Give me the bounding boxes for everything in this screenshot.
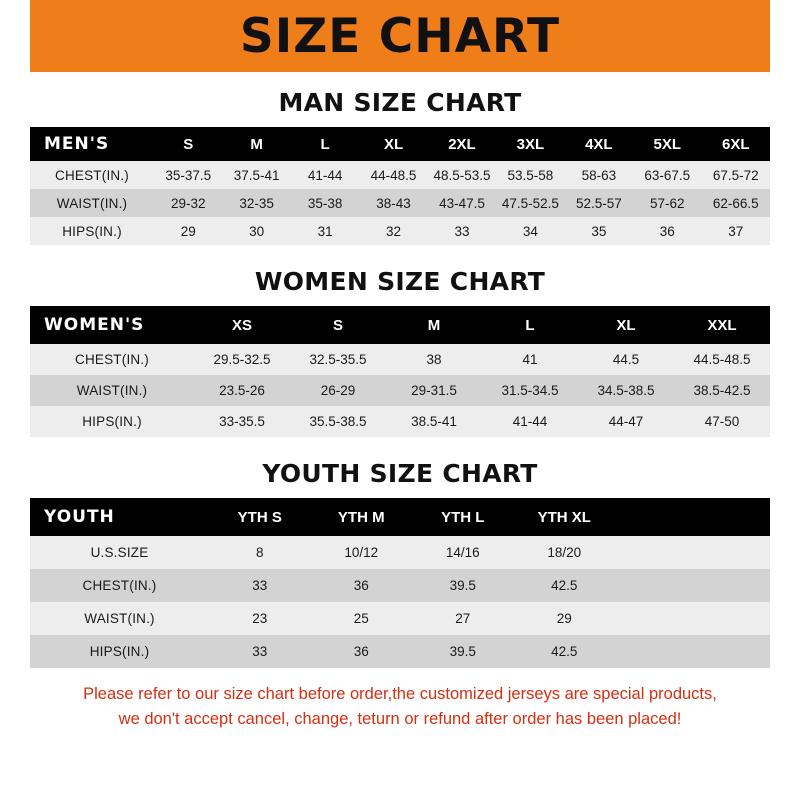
youth-table-body xyxy=(30,536,770,668)
youth-chest-xl: 42.5 xyxy=(514,569,616,602)
youth-row-label-chest: CHEST(IN.) xyxy=(30,569,209,602)
women-col-s: S xyxy=(290,306,386,344)
women-chest-xs: 29.5-32.5 xyxy=(194,344,290,375)
man-chest-5xl: 63-67.5 xyxy=(633,161,701,189)
youth-waist-l: 27 xyxy=(412,602,514,635)
youth-us-size-m: 10/12 xyxy=(311,536,413,569)
women-header-row xyxy=(30,306,770,344)
man-table-body xyxy=(30,161,770,245)
man-chest-3xl: 53.5-58 xyxy=(496,161,564,189)
man-waist-4xl: 52.5-57 xyxy=(565,189,633,217)
table-row xyxy=(30,344,770,375)
women-hips-xl: 44-47 xyxy=(578,406,674,437)
women-waist-m: 29-31.5 xyxy=(386,375,482,406)
women-chest-m: 38 xyxy=(386,344,482,375)
man-hips-m: 30 xyxy=(222,217,290,245)
man-col-3xl: 3XL xyxy=(496,127,564,161)
women-chest-l: 41 xyxy=(482,344,578,375)
women-waist-xs: 23.5-26 xyxy=(194,375,290,406)
women-col-xl: XL xyxy=(578,306,674,344)
women-waist-xxl: 38.5-42.5 xyxy=(674,375,770,406)
youth-col-empty xyxy=(615,498,770,536)
women-chest-xxl: 44.5-48.5 xyxy=(674,344,770,375)
women-header-label: WOMEN'S xyxy=(30,306,194,344)
page-title: SIZE CHART xyxy=(239,8,561,64)
header-right-notch xyxy=(770,0,800,72)
man-chest-m: 37.5-41 xyxy=(222,161,290,189)
man-hips-s: 29 xyxy=(154,217,222,245)
women-hips-xxl: 47-50 xyxy=(674,406,770,437)
man-waist-m: 32-35 xyxy=(222,189,290,217)
women-col-l: L xyxy=(482,306,578,344)
women-chest-xl: 44.5 xyxy=(578,344,674,375)
youth-row-label-us-size: U.S.SIZE xyxy=(30,536,209,569)
man-section-title: MAN SIZE CHART xyxy=(278,88,522,117)
man-chest-4xl: 58-63 xyxy=(565,161,633,189)
man-waist-s: 29-32 xyxy=(154,189,222,217)
youth-us-size-empty xyxy=(615,536,770,569)
man-chest-2xl: 48.5-53.5 xyxy=(428,161,496,189)
youth-us-size-l: 14/16 xyxy=(412,536,514,569)
footer-note xyxy=(30,668,770,732)
table-row xyxy=(30,161,770,189)
youth-us-size-xl: 18/20 xyxy=(514,536,616,569)
women-hips-l: 41-44 xyxy=(482,406,578,437)
youth-size-table xyxy=(30,498,770,668)
man-chest-xl: 44-48.5 xyxy=(359,161,427,189)
man-col-4xl: 4XL xyxy=(565,127,633,161)
women-col-xxl: XXL xyxy=(674,306,770,344)
women-col-xs: XS xyxy=(194,306,290,344)
man-waist-xl: 38-43 xyxy=(359,189,427,217)
youth-col-m: YTH M xyxy=(311,498,413,536)
table-row xyxy=(30,217,770,245)
man-hips-6xl: 37 xyxy=(702,217,771,245)
man-hips-xl: 32 xyxy=(359,217,427,245)
man-waist-6xl: 62-66.5 xyxy=(702,189,771,217)
man-col-xl: XL xyxy=(359,127,427,161)
man-col-l: L xyxy=(291,127,359,161)
man-col-6xl: 6XL xyxy=(702,127,771,161)
youth-chest-m: 36 xyxy=(311,569,413,602)
footer-note-line-2: we don't accept cancel, change, teturn or refund after order has been placed! xyxy=(118,709,682,728)
man-chest-6xl: 67.5-72 xyxy=(702,161,771,189)
table-row xyxy=(30,602,770,635)
chart-content xyxy=(0,72,800,732)
women-hips-xs: 33-35.5 xyxy=(194,406,290,437)
youth-section-title: YOUTH SIZE CHART xyxy=(262,459,538,488)
women-hips-s: 35.5-38.5 xyxy=(290,406,386,437)
man-col-2xl: 2XL xyxy=(428,127,496,161)
youth-chest-empty xyxy=(615,569,770,602)
youth-header-label: YOUTH xyxy=(30,498,209,536)
man-table-head xyxy=(30,127,770,161)
youth-hips-empty xyxy=(615,635,770,668)
man-header-row xyxy=(30,127,770,161)
header-band xyxy=(0,0,800,72)
youth-waist-m: 25 xyxy=(311,602,413,635)
man-waist-2xl: 43-47.5 xyxy=(428,189,496,217)
man-row-label-waist: WAIST(IN.) xyxy=(30,189,154,217)
table-row xyxy=(30,375,770,406)
youth-chest-l: 39.5 xyxy=(412,569,514,602)
youth-col-s: YTH S xyxy=(209,498,311,536)
man-hips-4xl: 35 xyxy=(565,217,633,245)
man-chest-s: 35-37.5 xyxy=(154,161,222,189)
youth-header-row xyxy=(30,498,770,536)
youth-hips-l: 39.5 xyxy=(412,635,514,668)
man-chest-l: 41-44 xyxy=(291,161,359,189)
women-row-label-hips: HIPS(IN.) xyxy=(30,406,194,437)
youth-col-xl: YTH XL xyxy=(514,498,616,536)
youth-hips-s: 33 xyxy=(209,635,311,668)
women-waist-l: 31.5-34.5 xyxy=(482,375,578,406)
women-chest-s: 32.5-35.5 xyxy=(290,344,386,375)
man-col-m: M xyxy=(222,127,290,161)
table-row xyxy=(30,189,770,217)
women-size-table xyxy=(30,306,770,437)
man-hips-l: 31 xyxy=(291,217,359,245)
man-col-s: S xyxy=(154,127,222,161)
women-col-m: M xyxy=(386,306,482,344)
women-waist-s: 26-29 xyxy=(290,375,386,406)
youth-waist-empty xyxy=(615,602,770,635)
man-waist-3xl: 47.5-52.5 xyxy=(496,189,564,217)
man-size-table xyxy=(30,127,770,245)
man-hips-3xl: 34 xyxy=(496,217,564,245)
youth-table-head xyxy=(30,498,770,536)
youth-waist-xl: 29 xyxy=(514,602,616,635)
youth-row-label-waist: WAIST(IN.) xyxy=(30,602,209,635)
table-row xyxy=(30,536,770,569)
man-hips-2xl: 33 xyxy=(428,217,496,245)
women-table-head xyxy=(30,306,770,344)
youth-col-l: YTH L xyxy=(412,498,514,536)
women-waist-xl: 34.5-38.5 xyxy=(578,375,674,406)
man-row-label-hips: HIPS(IN.) xyxy=(30,217,154,245)
women-hips-m: 38.5-41 xyxy=(386,406,482,437)
youth-hips-xl: 42.5 xyxy=(514,635,616,668)
women-row-label-chest: CHEST(IN.) xyxy=(30,344,194,375)
youth-chest-s: 33 xyxy=(209,569,311,602)
header-left-notch xyxy=(0,0,30,72)
man-row-label-chest: CHEST(IN.) xyxy=(30,161,154,189)
table-row xyxy=(30,635,770,668)
table-row xyxy=(30,569,770,602)
man-waist-5xl: 57-62 xyxy=(633,189,701,217)
man-col-5xl: 5XL xyxy=(633,127,701,161)
footer-note-line-1: Please refer to our size chart before order,the customized jerseys are special products, xyxy=(83,685,717,703)
youth-hips-m: 36 xyxy=(311,635,413,668)
women-table-body xyxy=(30,344,770,437)
man-hips-5xl: 36 xyxy=(633,217,701,245)
youth-us-size-s: 8 xyxy=(209,536,311,569)
women-row-label-waist: WAIST(IN.) xyxy=(30,375,194,406)
youth-waist-s: 23 xyxy=(209,602,311,635)
women-section-title: WOMEN SIZE CHART xyxy=(254,267,546,296)
table-row xyxy=(30,406,770,437)
man-waist-l: 35-38 xyxy=(291,189,359,217)
man-header-label: MEN'S xyxy=(30,127,154,161)
youth-row-label-hips: HIPS(IN.) xyxy=(30,635,209,668)
